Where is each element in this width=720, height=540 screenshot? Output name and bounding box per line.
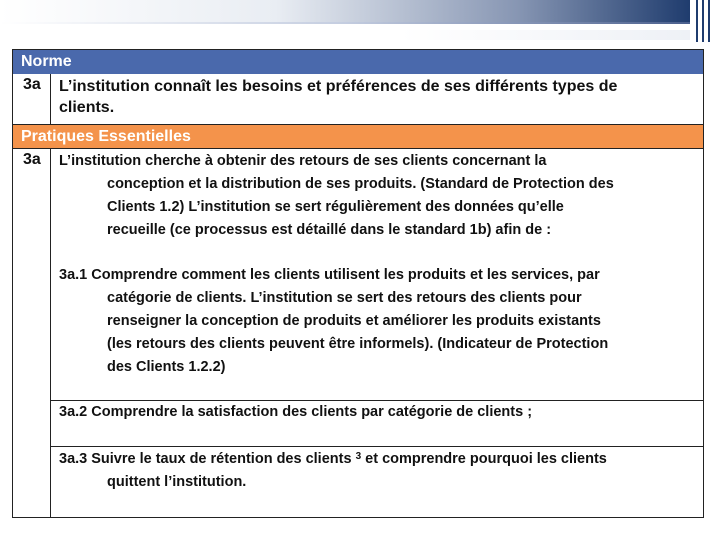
- pratiques-header-label: Pratiques Essentielles: [21, 128, 191, 145]
- banner-stripe: [708, 0, 710, 42]
- pratiques-header: [13, 124, 703, 149]
- item-3a3: [51, 448, 703, 494]
- norme-text: [51, 76, 703, 118]
- item-3a1-line: catégorie de clients. L’institution se sert des retours des clients pour: [107, 290, 582, 306]
- banner-gradient: [0, 0, 690, 22]
- item-3a3-text: et comprendre pourquoi les clients: [361, 451, 607, 467]
- intro-line: Clients 1.2) L’institution se sert régulièrement des données qu’elle: [107, 199, 564, 215]
- norme-line: clients.: [59, 99, 115, 116]
- item-3a3-line: quittent l’institution.: [107, 474, 247, 490]
- slide-top-banner: [0, 0, 720, 42]
- banner-faint-bar: [400, 30, 690, 40]
- intro-line: recueille (ce processus est détaillé dans le standard 1b) afin de :: [107, 222, 552, 238]
- item-3a1-line: 3a.1 Comprendre comment les clients utilisent les produits et les services, par: [59, 267, 600, 283]
- item-divider: [51, 446, 703, 447]
- pratiques-row: [13, 149, 703, 518]
- banner-stripes: [690, 0, 720, 42]
- item-3a3-text: 3a.3 Suivre le taux de rétention des clients: [59, 451, 356, 467]
- pratiques-code: 3a: [13, 149, 51, 518]
- item-3a3-line: [59, 448, 695, 471]
- standard-table: [12, 49, 704, 518]
- item-3a1-line: des Clients 1.2.2): [107, 359, 226, 375]
- intro-line: L’institution cherche à obtenir des retours de ses clients concernant la: [59, 153, 547, 169]
- norme-header-label: Norme: [21, 53, 72, 70]
- item-3a2-line: 3a.2 Comprendre la satisfaction des clients par catégorie de clients ;: [59, 404, 533, 420]
- norme-code: 3a: [13, 74, 51, 124]
- item-3a1: [51, 264, 703, 379]
- footnote-ref: 3: [355, 451, 362, 462]
- norme-row: [13, 74, 703, 124]
- item-3a2: [51, 401, 703, 424]
- norme-header: [13, 50, 703, 74]
- banner-stripe: [702, 0, 704, 42]
- banner-stripe: [696, 0, 698, 42]
- banner-rule: [0, 22, 690, 24]
- item-3a1-line: (les retours des clients peuvent être informels). (Indicateur de Protection: [107, 336, 609, 352]
- item-3a1-line: renseigner la conception de produits et améliorer les produits existants: [107, 313, 601, 329]
- intro-line: conception et la distribution de ses produits. (Standard de Protection des: [107, 176, 614, 192]
- pratiques-intro: [51, 150, 703, 242]
- norme-line: L’institution connaît les besoins et préférences de ses différents types de: [59, 78, 618, 95]
